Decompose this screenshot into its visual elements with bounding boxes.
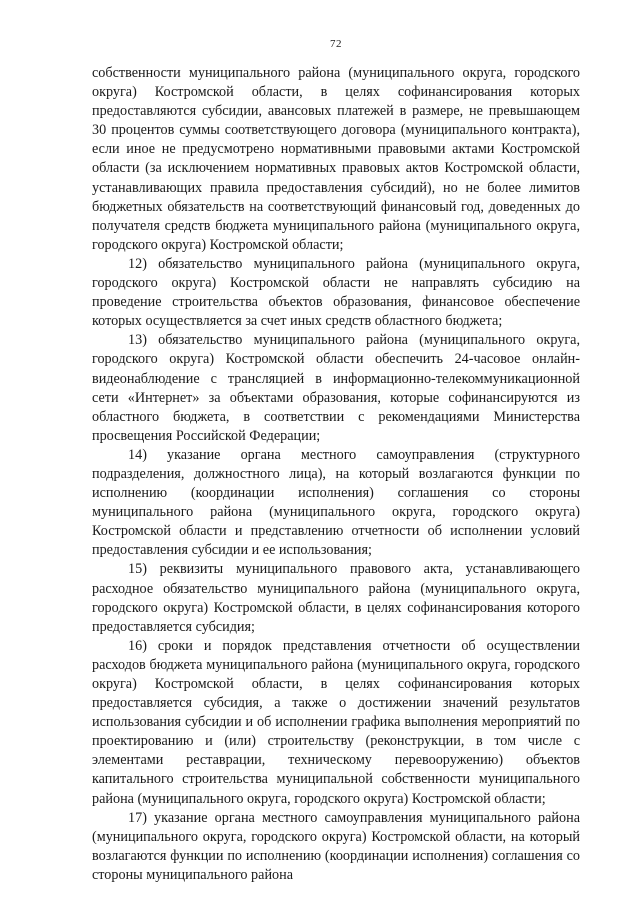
- paragraph-item-14: 14) указание органа местного самоуправления (структурного подразделения, должностного лица), на который возлагаются функции по исполнению (координации исполнения) соглашения со стороны муниципального района (муниципального округа, городского округа) Костромской области и представлению отчетности об исполнении условий предоставления субсидии и ее использования;: [92, 446, 580, 559]
- paragraph-item-15: 15) реквизиты муниципального правового акта, устанавливающего расходное обязательство муниципального района (муниципального округа, городского округа) Костромской области, в целях софинансирования которого предоставляется субсидия;: [92, 561, 580, 635]
- paragraph-item-16: 16) сроки и порядок представления отчетности об осуществлении расходов бюджета муниципального района (муниципального округа, городского округа) Костромской области, в целях софинансирования которых предоставляется субсидия, а также о достижении значений результатов использования субсидии и об исполнении графика выполнения мероприятий по проектированию и (или) строительству (реконструкции, в том числе с элементами реставрации, техническому перевооружению) объектов капитального строительства муниципальной собственности муниципального района (муниципального округа, городского округа) Костромской области;: [92, 637, 580, 807]
- paragraph-item-13: 13) обязательство муниципального района (муниципального округа, городского округа) Костромской области обеспечить 24-часовое онлайн-видеонаблюдение с трансляцией в информационно-телекоммуникационной сети «Интернет» за объектами образования, которые софинансируются из областного бюджета, в соответствии с рекомендациями Министерства просвещения Российской Федерации;: [92, 332, 580, 444]
- paragraph-item-12: 12) обязательство муниципального района (муниципального округа, городского округа) Костромской области не направлять субсидию на проведение строительства объектов образования, финансовое обеспечение которых осуществляется за счет иных средств областного бюджета;: [92, 255, 580, 330]
- paragraph-item-17: 17) указание органа местного самоуправления муниципального района (муниципального округа, городского округа) Костромской области, на который возлагаются функции по исполнению (координации исполнения) соглашения со стороны муниципального района: [92, 809, 580, 883]
- paragraph-continuation: собственности муниципального района (муниципального округа, городского округа) Костромской области, в целях софинансирования которых предоставляются субсидии, авансовых платежей в размере, не превышающем 30 процентов суммы соответствующего договора (муниципального контракта), если иное не предусмотрено нормативными правовыми актами Костромской области (за исключением нормативных правовых актов Костромской области, устанавливающих правила предоставления субсидий), но не более лимитов бюджетных обязательств на соответствующий финансовый год, доведенных до получателя средств бюджета муниципального района (муниципального округа, городского округа) Костромской области;: [92, 65, 580, 253]
- document-body: [92, 64, 580, 885]
- document-page: [92, 0, 580, 885]
- page-number: 72: [330, 38, 342, 50]
